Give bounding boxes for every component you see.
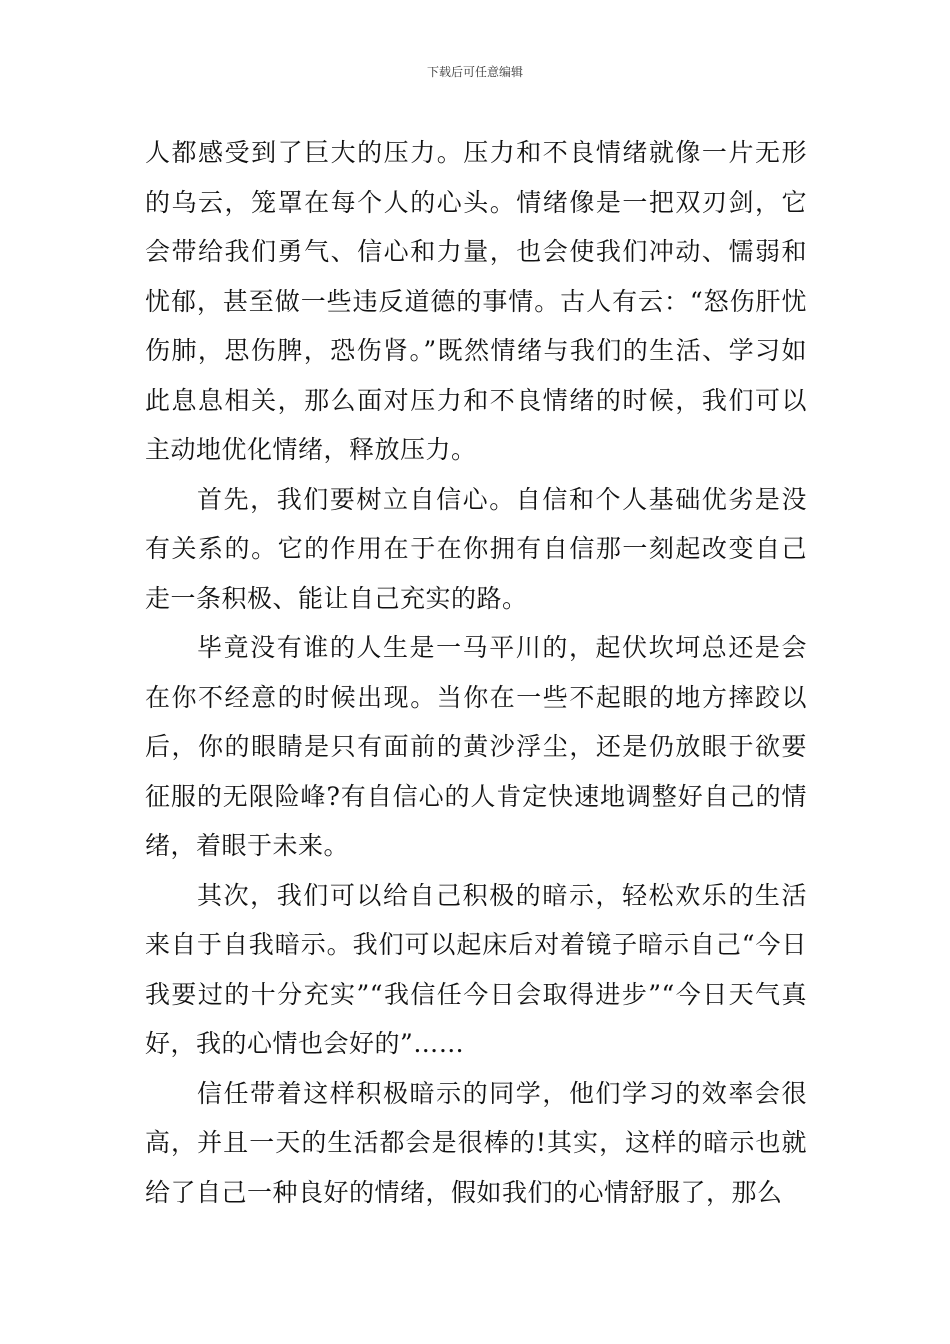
page-header: 下载后可任意编辑 (426, 65, 523, 79)
paragraph-1: 人都感受到了巨大的压力。压力和不良情绪就像一片无形的乌云，笼罩在每个人的心头。情绪像是一把双刃剑，它会带给我们勇气、信心和力量，也会使我们冲动、懦弱和忧郁，甚至做一些违反道德的事情。古人有云：“怒伤肝忧伤肺，思伤脾，恐伤肾。”既然情绪与我们的生活、学习如此息息相关，那么面对压力和不良情绪的时候，我们可以主动地优化情绪，释放压力。 (145, 138, 807, 464)
paragraph-4: 其次，我们可以给自己积极的暗示，轻松欢乐的生活来自于自我暗示。我们可以起床后对着镜子暗示自己“今日我要过的十分充实”“我信任今日会取得进步”“今日天气真好，我的心情也会好的”…… (145, 880, 807, 1058)
paragraph-2: 首先，我们要树立自信心。自信和个人基础优劣是没有关系的。它的作用在于在你拥有自信那一刻起改变自己走一条积极、能让自己充实的路。 (145, 484, 807, 613)
paragraph-3: 毕竟没有谁的人生是一马平川的，起伏坎坷总还是会在你不经意的时候出现。当你在一些不起眼的地方摔跤以后，你的眼睛是只有面前的黄沙浮尘，还是仍放眼于欲要征服的无限险峰?有自信心的人肯定快速地调整好自己的情绪，着眼于未来。 (145, 633, 807, 860)
body-text (145, 128, 807, 1217)
paragraph-5: 信任带着这样积极暗示的同学，他们学习的效率会很高，并且一天的生活都会是很棒的!其实，这样的暗示也就给了自己一种良好的情绪，假如我们的心情舒服了，那么 (145, 1078, 807, 1207)
